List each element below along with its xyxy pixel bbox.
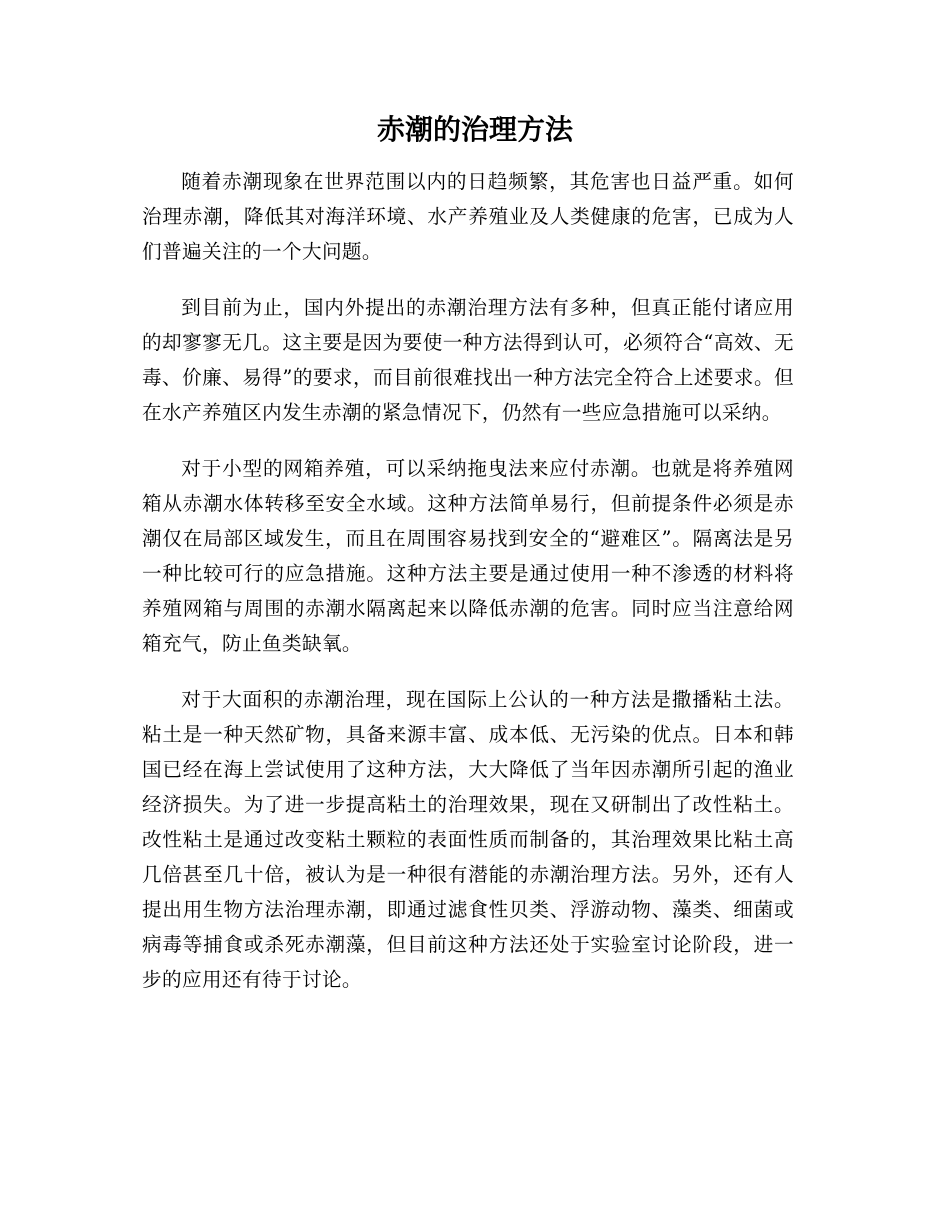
paragraph-1: 随着赤潮现象在世界范围以内的日趋频繁，其危害也日益严重。如何治理赤潮，降低其对海洋环境、水产养殖业及人类健康的危害，已成为人们普遍关注的一个大问题。 [142, 170, 794, 263]
paragraph-3: 对于小型的网箱养殖，可以采纳拖曳法来应付赤潮。也就是将养殖网箱从赤潮水体转移至安全水域。这种方法简单易行，但前提条件必须是赤潮仅在局部区域发生，而且在周围容易找到安全的“避难区”。隔离法是另一种比较可行的应急措施。这种方法主要是通过使用一种不渗透的材料将养殖网箱与周围的赤潮水隔离起来以降低赤潮的危害。同时应当注意给网箱充气，防止鱼类缺氧。 [142, 457, 794, 655]
paragraph-4: 对于大面积的赤潮治理，现在国际上公认的一种方法是撒播粘土法。粘土是一种天然矿物，具备来源丰富、成本低、无污染的优点。日本和韩国已经在海上尝试使用了这种方法，大大降低了当年因赤潮所引起的渔业经济损失。为了进一步提高粘土的治理效果，现在又研制出了改性粘土。改性粘土是通过改变粘土颗粒的表面性质而制备的，其治理效果比粘土高几倍甚至几十倍，被认为是一种很有潜能的赤潮治理方法。另外，还有人提出用生物方法治理赤潮，即通过滤食性贝类、浮游动物、藻类、细菌或病毒等捕食或杀死赤潮藻，但目前这种方法还处于实验室讨论阶段，进一步的应用还有待于讨论。 [142, 688, 794, 991]
page-title: 赤潮的治理方法 [376, 113, 573, 146]
paragraph-2: 到目前为止，国内外提出的赤潮治理方法有多种，但真正能付诸应用的却寥寥无几。这主要是因为要使一种方法得到认可，必须符合“高效、无毒、价廉、易得”的要求，而目前很难找出一种方法完全符合上述要求。但在水产养殖区内发生赤潮的紧急情况下，仍然有一些应急措施可以采纳。 [142, 296, 794, 424]
document-body [142, 164, 794, 1018]
